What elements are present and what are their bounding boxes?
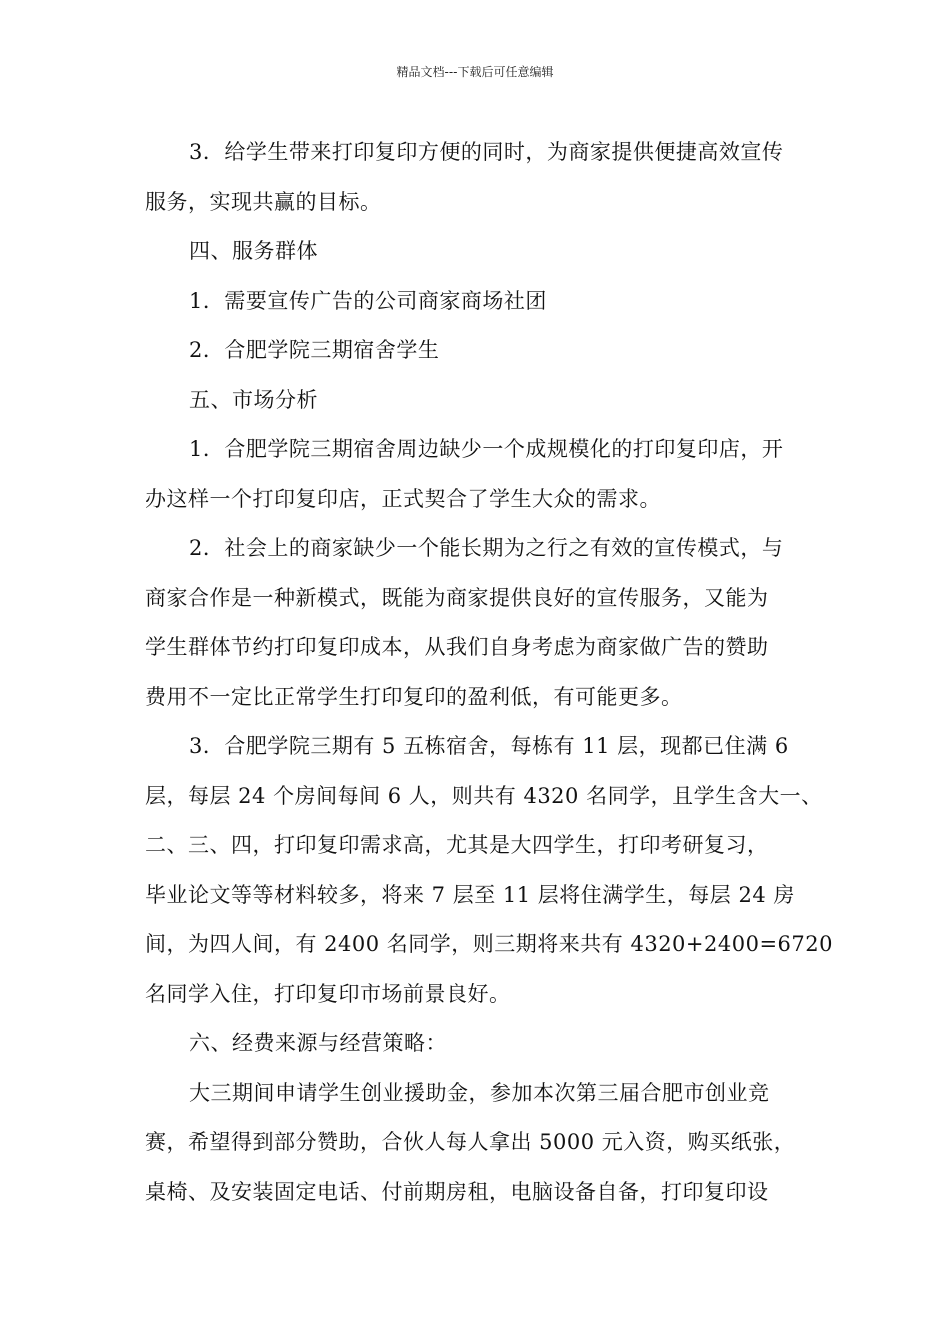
paragraph-line: 桌椅、及安装固定电话、付前期房租，电脑设备自备，打印复印设 <box>145 1179 769 1204</box>
paragraph-line: 商家合作是一种新模式，既能为商家提供良好的宣传服务，又能为 <box>145 585 769 610</box>
paragraph-line: 层，每层 24 个房间每间 6 人，则共有 4320 名同学，且学生含大一、 <box>145 783 823 808</box>
section-heading: 六、经费来源与经营策略： <box>189 1031 447 1055</box>
section-heading: 四、服务群体 <box>189 239 318 263</box>
paragraph-line: 费用不一定比正常学生打印复印的盈利低，有可能更多。 <box>145 684 683 709</box>
list-item: 2．合肥学院三期宿舍学生 <box>189 338 440 362</box>
paragraph-line: 二、三、四，打印复印需求高，尤其是大四学生，打印考研复习， <box>145 833 769 857</box>
paragraph-line: 3．给学生带来打印复印方便的同时，为商家提供便捷高效宣传 <box>189 140 784 164</box>
page-header: 精品文档---下载后可任意编辑 <box>396 65 554 79</box>
paragraph-line: 毕业论文等等材料较多，将来 7 层至 11 层将住满学生，每层 24 房 <box>145 882 795 907</box>
paragraph-line: 3．合肥学院三期有 5 五栋宿舍，每栋有 11 层，现都已住满 6 <box>189 734 789 758</box>
list-item: 1．需要宣传广告的公司商家商场社团 <box>189 288 547 313</box>
paragraph-line: 1．合肥学院三期宿舍周边缺少一个成规模化的打印复印店，开 <box>189 437 784 461</box>
document-body <box>145 128 833 1217</box>
paragraph-line: 办这样一个打印复印店，正式契合了学生大众的需求。 <box>145 486 661 511</box>
paragraph-line: 名同学入住，打印复印市场前景良好。 <box>145 981 511 1006</box>
paragraph-line: 间，为四人间，有 2400 名同学，则三期将来共有 4320+2400=6720 <box>145 932 833 956</box>
section-heading: 五、市场分析 <box>189 387 318 412</box>
paragraph-line: 学生群体节约打印复印成本，从我们自身考虑为商家做广告的赞助 <box>145 635 769 659</box>
paragraph-line: 服务，实现共赢的目标。 <box>145 189 382 214</box>
paragraph-line: 大三期间申请学生创业援助金，参加本次第三届合肥市创业竞 <box>189 1080 770 1105</box>
paragraph-line: 赛，希望得到部分赞助，合伙人每人拿出 5000 元入资，购买纸张， <box>145 1130 796 1154</box>
paragraph-line: 2．社会上的商家缺少一个能长期为之行之有效的宣传模式，与 <box>189 536 784 560</box>
